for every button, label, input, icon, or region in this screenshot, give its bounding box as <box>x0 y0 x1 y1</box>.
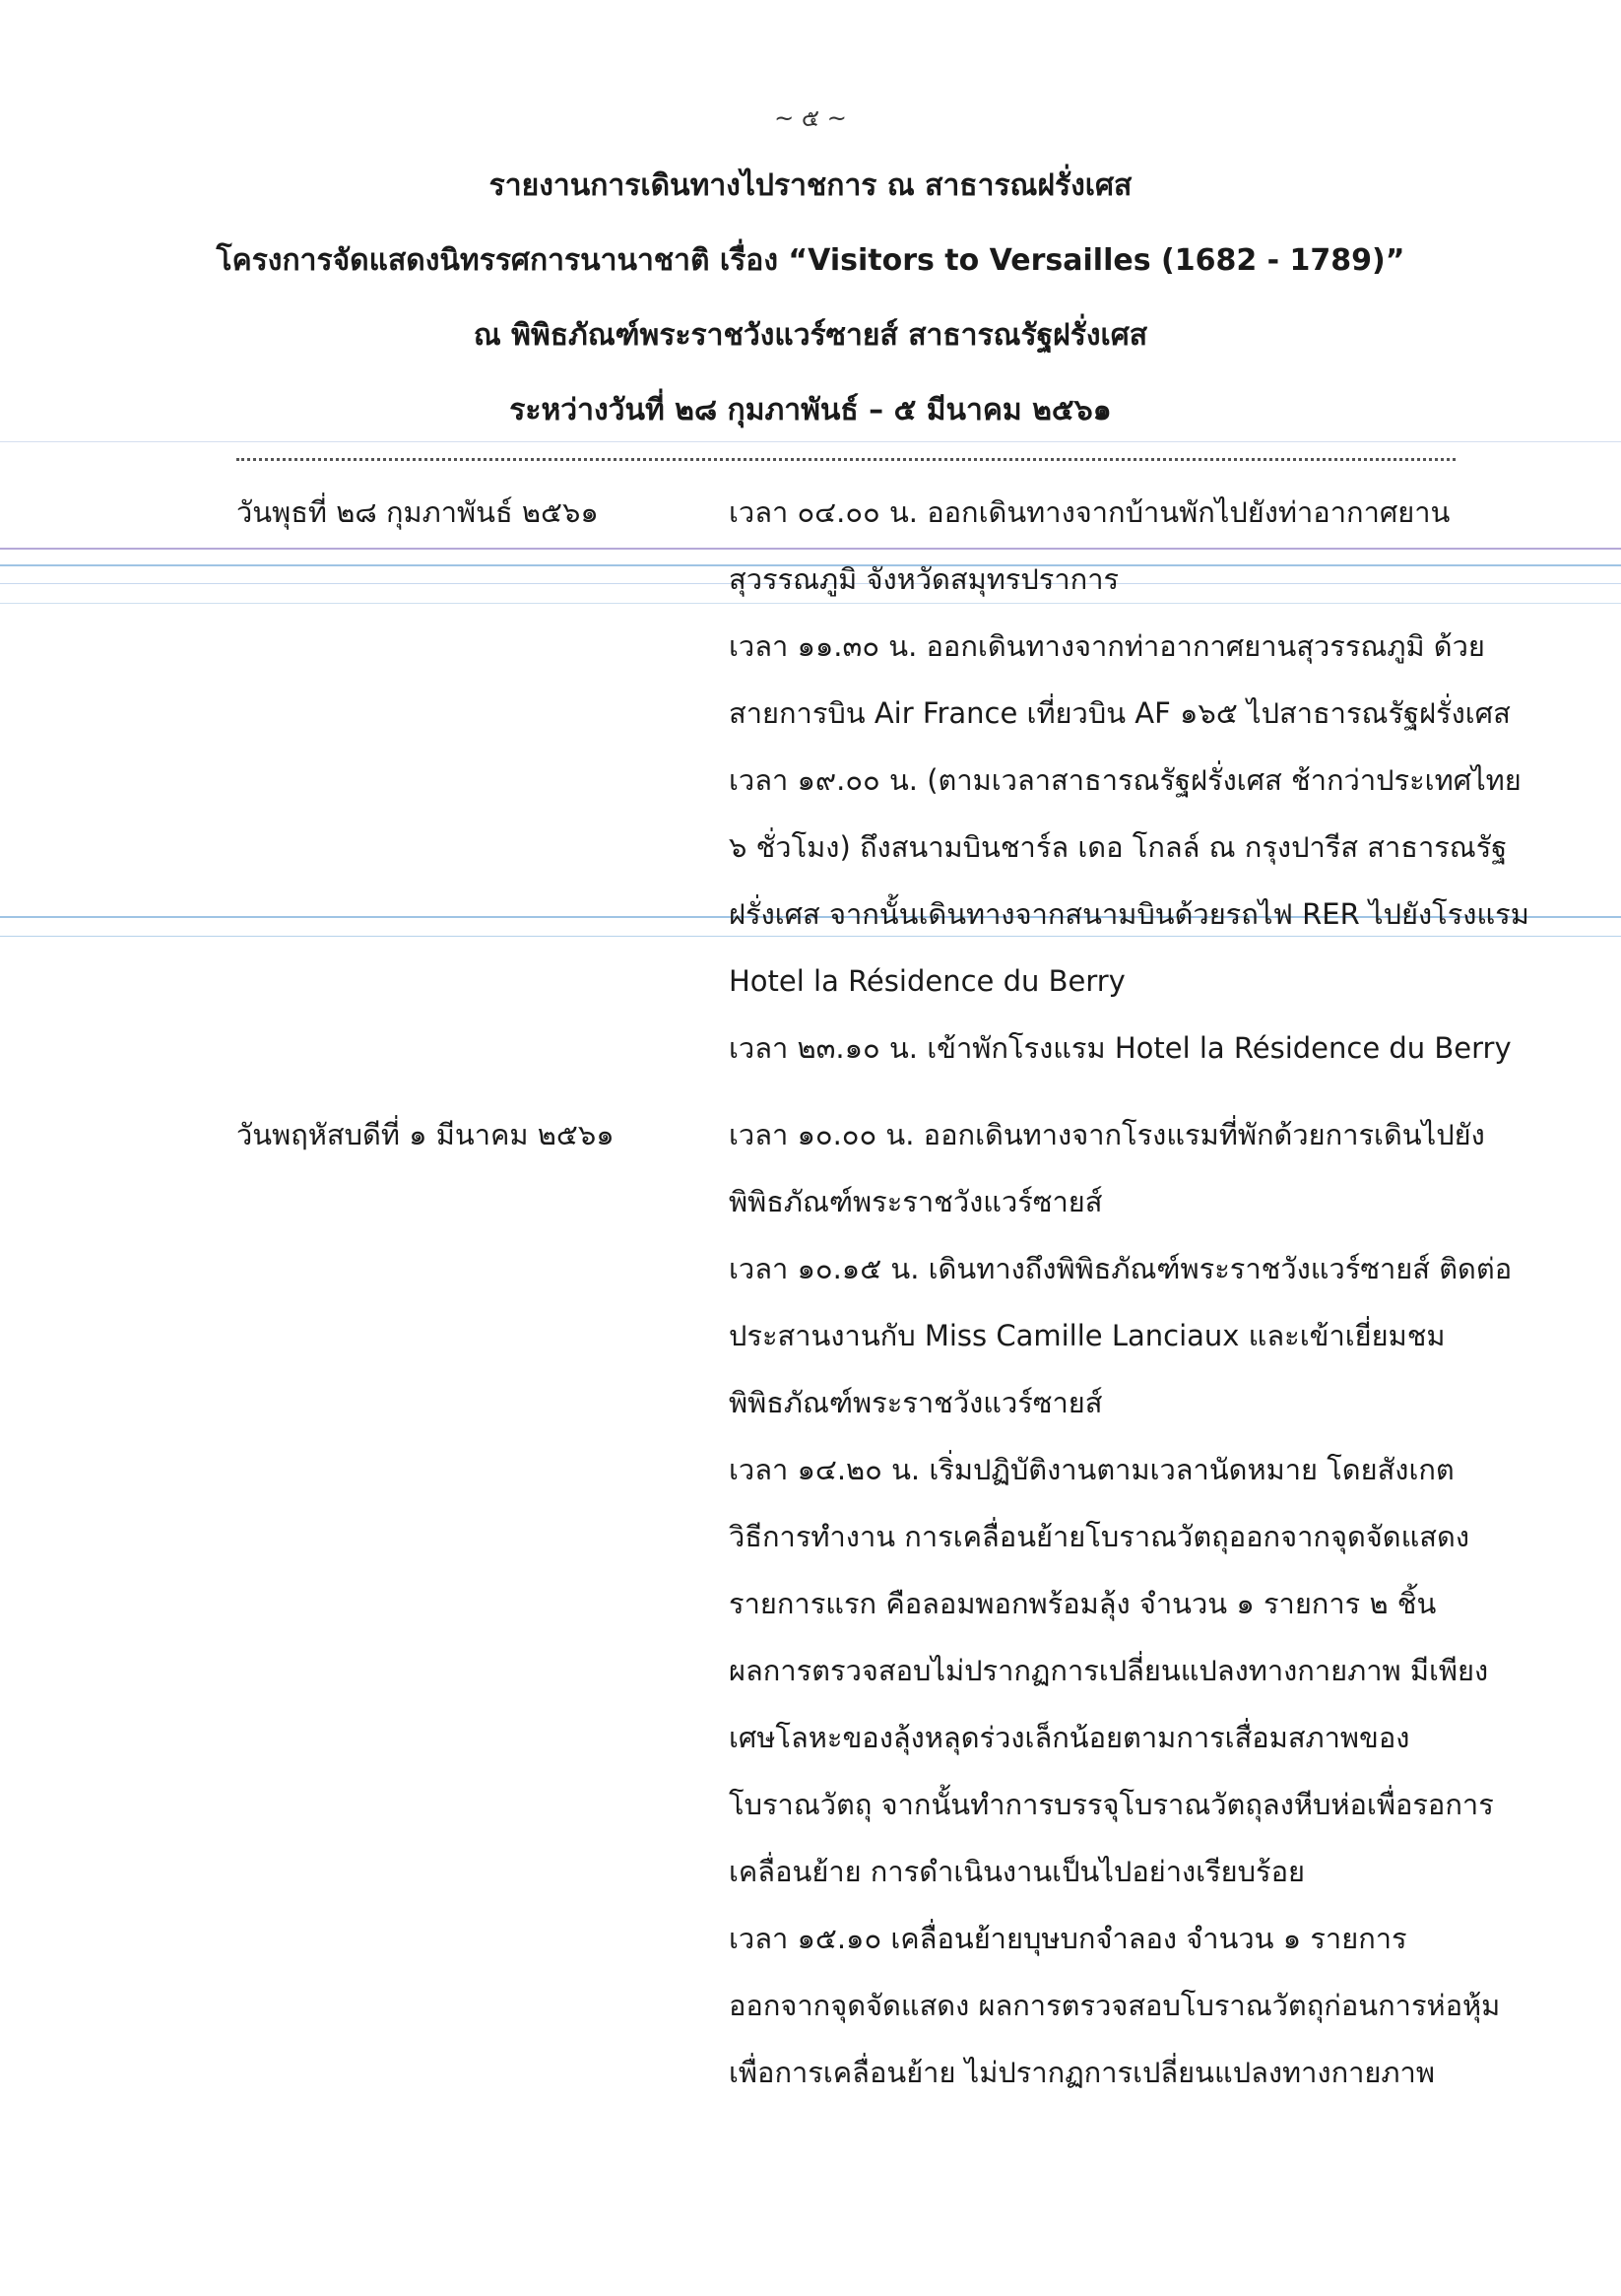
activity-line: พิพิธภัณฑ์พระราชวังแวร์ซายส์ <box>729 1185 1103 1218</box>
activity-line: เวลา ๑๐.๐๐ น. ออกเดินทางจากโรงแรมที่พักด้วยการเดินไปยัง <box>729 1118 1485 1151</box>
activity-line: เวลา ๑๐.๑๕ น. เดินทางถึงพิพิธภัณฑ์พระราชวังแวร์ซายส์ ติดต่อ <box>729 1252 1513 1285</box>
activity-line: รายการแรก คือลอมพอกพร้อมลุ้ง จำนวน ๑ รายการ ๒ ชิ้น <box>729 1587 1437 1620</box>
activity-line: เวลา ๑๔.๒๐ น. เริ่มปฏิบัติงานตามเวลานัดหมาย โดยสังเกต <box>729 1453 1455 1486</box>
activity-line: Hotel la Résidence du Berry <box>729 964 1126 998</box>
activity-line: ๖ ชั่วโมง) ถึงสนามบินชาร์ล เดอ โกลล์ ณ กรุงปารีส สาธารณรัฐ <box>729 830 1508 864</box>
date-range-line: ระหว่างวันที่ ๒๘ กุมภาพันธ์ – ๕ มีนาคม ๒๕๖๑ <box>509 393 1112 427</box>
activity-line: เวลา ๐๔.๐๐ น. ออกเดินทางจากบ้านพักไปยังท่าอากาศยาน <box>729 495 1451 529</box>
activity-line: เคลื่อนย้าย การดำเนินงานเป็นไปอย่างเรียบร้อย <box>729 1855 1306 1888</box>
report-header <box>0 169 1621 469</box>
activity-line: ผลการตรวจสอบไม่ปรากฏการเปลี่ยนแปลงทางกายภาพ มีเพียง <box>729 1654 1489 1687</box>
day-label: วันพุธที่ ๒๘ กุมภาพันธ์ ๒๕๖๑ <box>236 495 599 529</box>
project-title: โครงการจัดแสดงนิทรรศการนานาชาติ เรื่อง “Visitors to Versailles (1682 - 1789)” <box>216 243 1405 278</box>
activity-line: พิพิธภัณฑ์พระราชวังแวร์ซายส์ <box>729 1386 1103 1419</box>
dotted-divider <box>236 458 1456 461</box>
day-activities <box>729 1118 1513 2123</box>
activity-line: วิธีการทำงาน การเคลื่อนย้ายโบราณวัตถุออกจากจุดจัดแสดง <box>729 1520 1469 1553</box>
activity-line: เวลา ๑๙.๐๐ น. (ตามเวลาสาธารณรัฐฝรั่งเศส ช้ากว่าประเทศไทย <box>729 763 1522 797</box>
activity-line: ฝรั่งเศส จากนั้นเดินทางจากสนามบินด้วยรถไฟ RER ไปยังโรงแรม <box>729 897 1529 931</box>
activity-line: เวลา ๑๕.๑๐ เคลื่อนย้ายบุษบกจำลอง จำนวน ๑ รายการ <box>729 1922 1407 1955</box>
report-title: รายงานการเดินทางไปราชการ ณ สาธารณฝรั่งเศส <box>488 168 1133 203</box>
activity-line: สุวรรณภูมิ จังหวัดสมุทรปราการ <box>729 562 1120 596</box>
activity-line: เศษโลหะของลุ้งหลุดร่วงเล็กน้อยตามการเสื่อมสภาพของ <box>729 1721 1410 1754</box>
venue-line: ณ พิพิธภัณฑ์พระราชวังแวร์ซายส์ สาธารณรัฐฝรั่งเศส <box>473 318 1148 353</box>
day-activities <box>729 495 1529 1098</box>
activity-line: เวลา ๒๓.๑๐ น. เข้าพักโรงแรม Hotel la Résidence du Berry <box>729 1031 1512 1065</box>
activity-line: โบราณวัตถุ จากนั้นทำการบรรจุโบราณวัตถุลงหีบห่อเพื่อรอการ <box>729 1788 1494 1821</box>
day-label: วันพฤหัสบดีที่ ๑ มีนาคม ๒๕๖๑ <box>236 1118 615 1151</box>
activity-line: เพื่อการเคลื่อนย้าย ไม่ปรากฏการเปลี่ยนแปลงทางกายภาพ <box>729 2056 1435 2089</box>
activity-line: สายการบิน Air France เที่ยวบิน AF ๑๖๕ ไปสาธารณรัฐฝรั่งเศส <box>729 696 1511 730</box>
page-number: ~ ๕ ~ <box>774 104 847 132</box>
activity-line: ประสานงานกับ Miss Camille Lanciaux และเข้าเยี่ยมชม <box>729 1319 1446 1352</box>
activity-line: ออกจากจุดจัดแสดง ผลการตรวจสอบโบราณวัตถุก่อนการห่อหุ้ม <box>729 1989 1501 2022</box>
activity-line: เวลา ๑๑.๓๐ น. ออกเดินทางจากท่าอากาศยานสุวรรณภูมิ ด้วย <box>729 629 1485 663</box>
